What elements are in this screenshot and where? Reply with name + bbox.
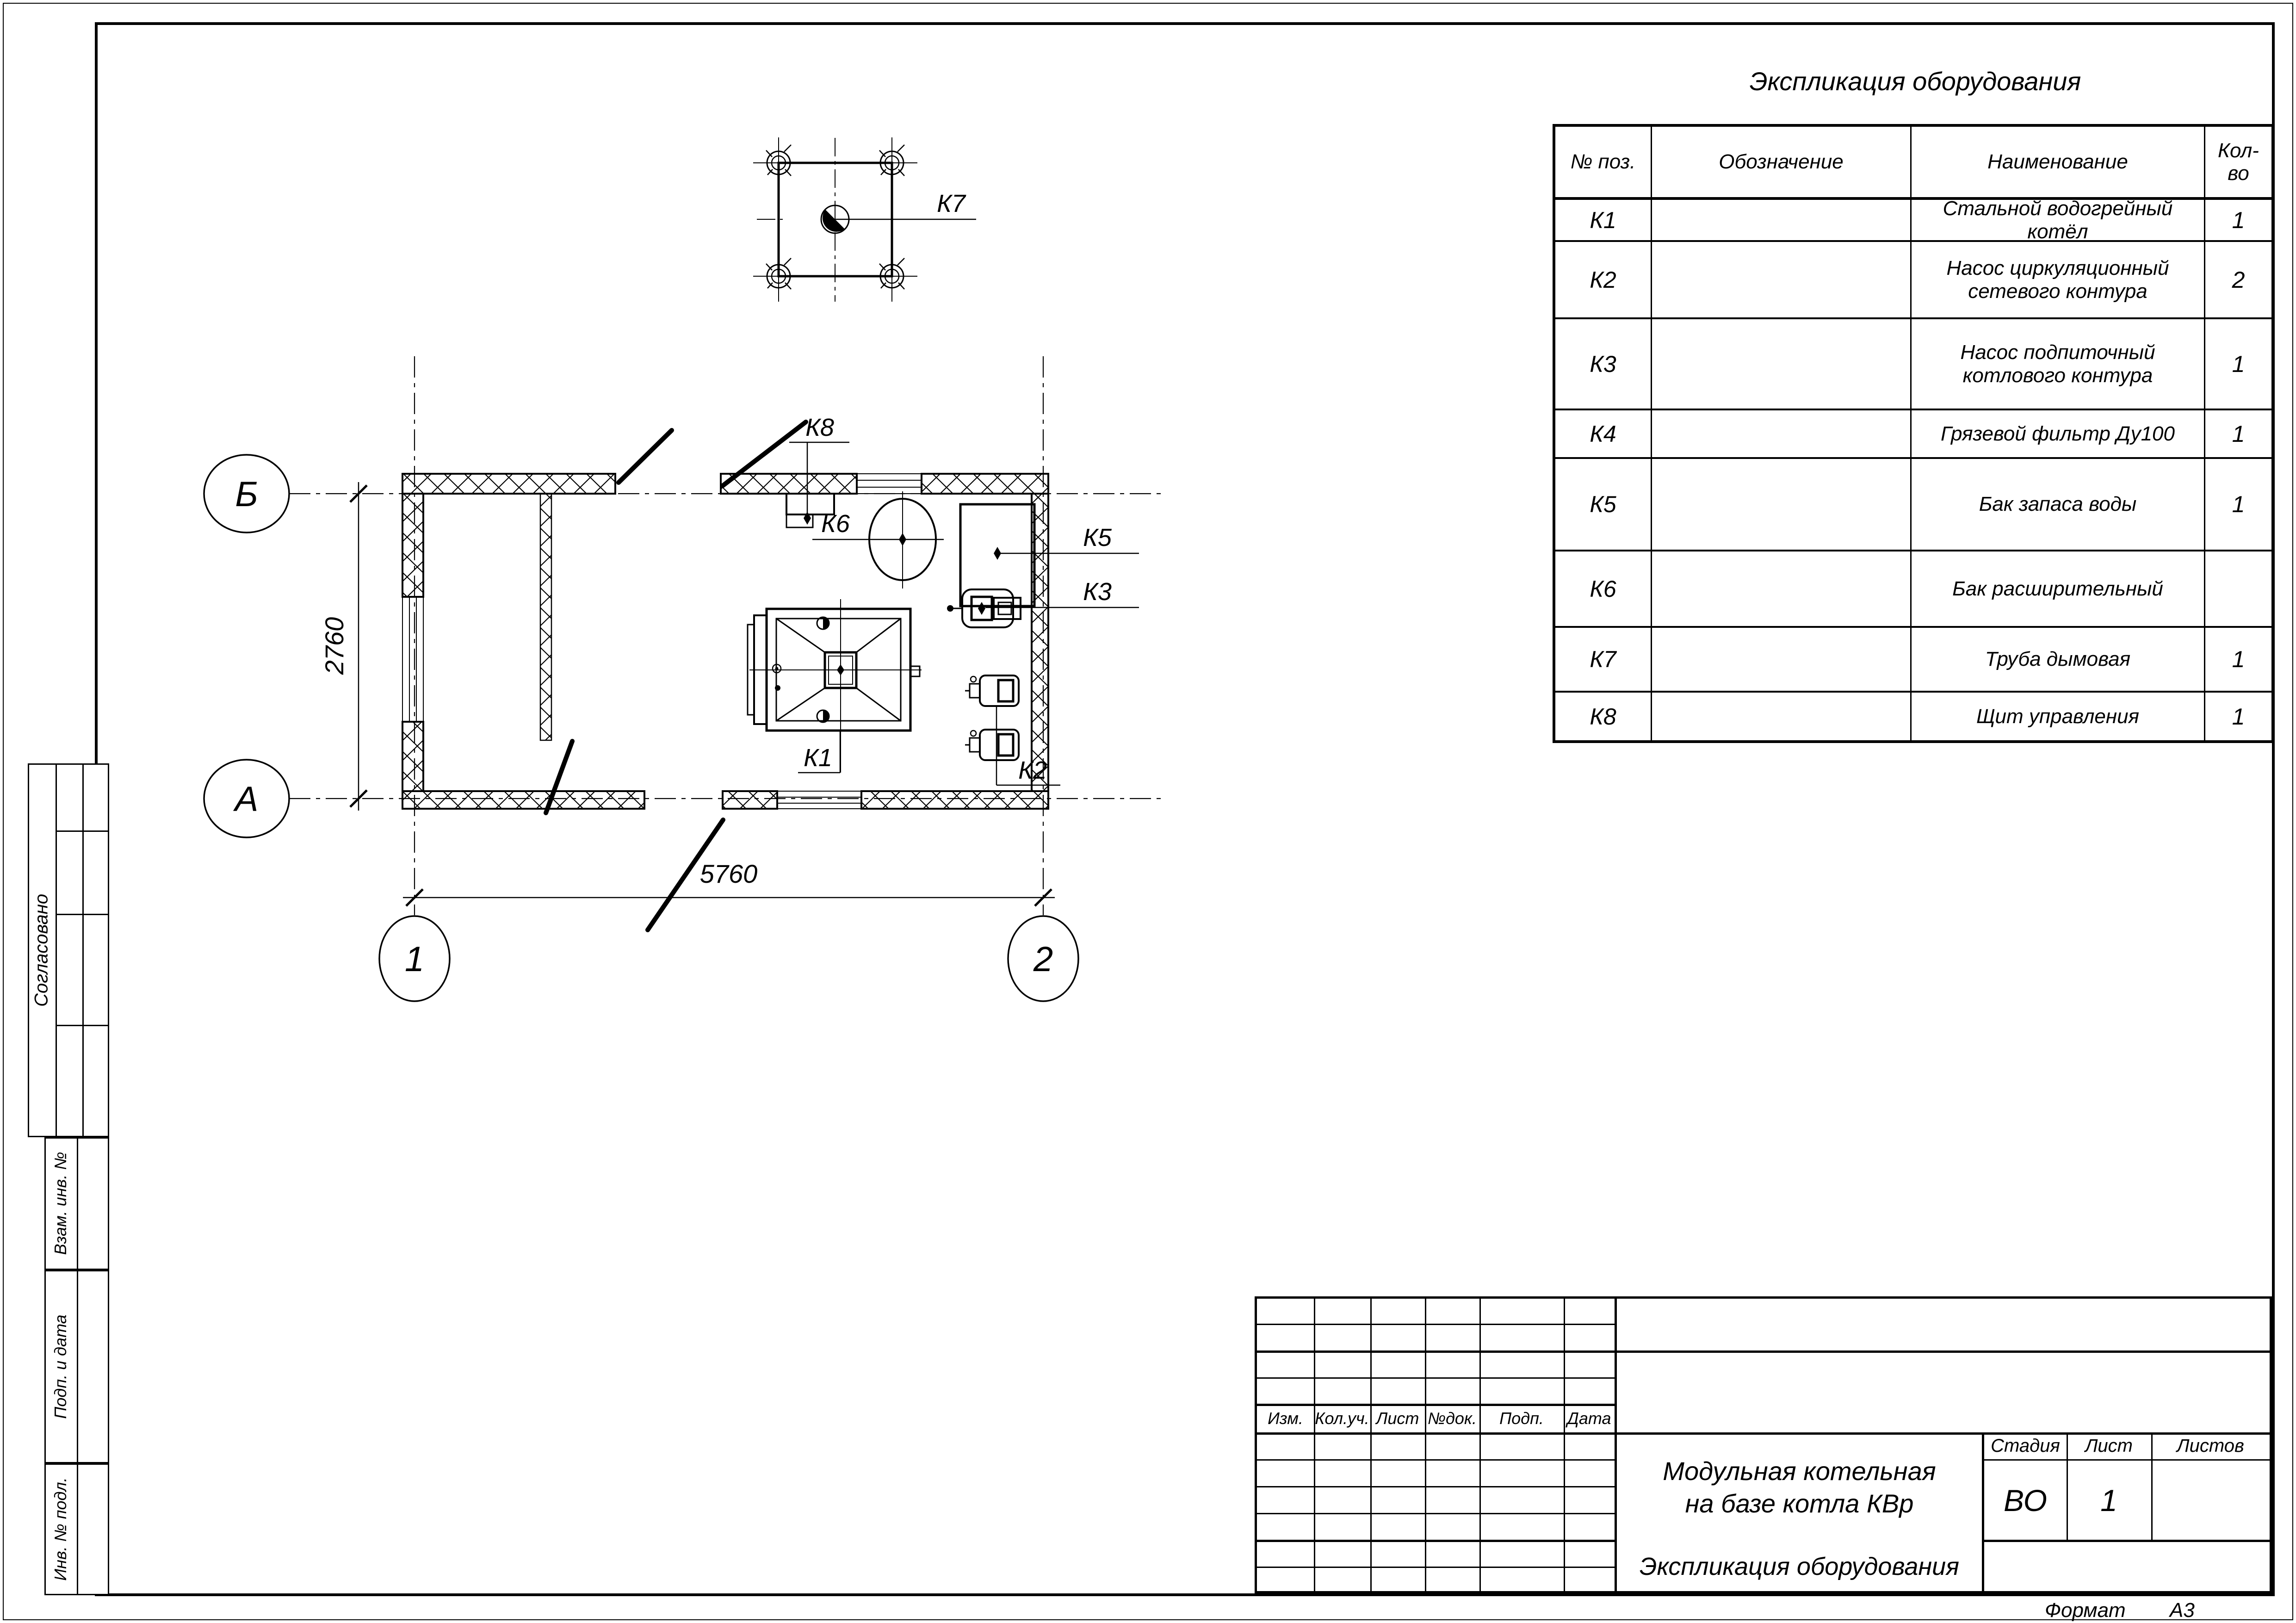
chimney-k7-detail xyxy=(753,137,976,302)
project-title-line1: Модульная котельная xyxy=(1663,1456,1936,1486)
table-cell-name: Щит управления xyxy=(1912,693,2205,740)
stamp-replace-inv-label: Взам. инв. № xyxy=(51,1152,70,1255)
axis-label-2: 2 xyxy=(1033,940,1053,979)
table-cell-qty xyxy=(2205,551,2271,628)
wall-bottom-2 xyxy=(723,791,777,809)
dimension-horizontal-value: 5760 xyxy=(699,859,758,888)
anchor-bolt-bl xyxy=(753,251,804,302)
axis-markers xyxy=(204,455,1078,1001)
table-cell-pos: К7 xyxy=(1555,628,1652,693)
format-value: А3 xyxy=(2170,1599,2195,1622)
walls xyxy=(402,474,1048,809)
table-cell-name: Грязевой фильтр Ду100 xyxy=(1912,410,2205,459)
water-tank-k5-symbol xyxy=(960,504,1034,606)
dimension-vertical xyxy=(350,482,367,811)
table-cell-pos: К4 xyxy=(1555,410,1652,459)
axis-label-1: 1 xyxy=(404,940,425,979)
tag-k3: К3 xyxy=(1083,578,1112,606)
anchor-bolt-br xyxy=(866,251,917,302)
table-cell-name: Бак расширительный xyxy=(1912,551,2205,628)
sheet-title: Экспликация оборудования xyxy=(1639,1553,1960,1580)
anchor-bolt-tl xyxy=(753,137,804,188)
table-cell-name: Труба дымовая xyxy=(1912,628,2205,693)
table-cell-name: Бак запаса воды xyxy=(1912,459,2205,551)
title-block xyxy=(1255,1296,2272,1593)
table-cell-qty: 1 xyxy=(2205,319,2271,410)
table-cell-name: Насос циркуляционный сетевого контура xyxy=(1912,242,2205,319)
equipment-table xyxy=(1553,124,2274,743)
wall-top-2 xyxy=(721,474,857,494)
pump-k3-symbol xyxy=(947,589,1021,627)
pump-k2-symbol-2 xyxy=(965,730,1019,760)
stamp-approved-label: Согласовано xyxy=(31,894,52,1007)
table-cell-designation xyxy=(1652,242,1912,319)
table-cell-pos: К2 xyxy=(1555,242,1652,319)
boiler-k1-symbol xyxy=(748,599,922,773)
stage-label: Стадия xyxy=(1991,1435,2060,1456)
axis-label-b: Б xyxy=(235,475,258,514)
table-cell-pos: К6 xyxy=(1555,551,1652,628)
project-title xyxy=(1617,1435,1982,1540)
tb-header-koluch: Кол.уч. xyxy=(1315,1409,1369,1428)
wall-left-2 xyxy=(402,722,423,791)
sheets-value xyxy=(2151,1461,2270,1540)
table-cell-designation xyxy=(1652,628,1912,693)
tag-k6: К6 xyxy=(821,510,850,538)
table-cell-designation xyxy=(1652,410,1912,459)
sheet-label: Лист xyxy=(2085,1435,2133,1456)
tag-k7: К7 xyxy=(937,190,965,217)
table-cell-designation xyxy=(1652,200,1912,242)
table-cell-designation xyxy=(1652,459,1912,551)
window-top xyxy=(857,474,922,494)
tag-k2: К2 xyxy=(1018,756,1047,784)
project-title-line2: на базе котла КВр xyxy=(1685,1488,1914,1518)
stage-value: ВО xyxy=(2004,1483,2047,1518)
tag-k8: К8 xyxy=(805,414,834,441)
tb-header-izm: Изм. xyxy=(1268,1409,1303,1428)
dimension-vertical-value: 2760 xyxy=(320,617,349,675)
tb-header-podp: Подп. xyxy=(1499,1409,1544,1428)
tag-k5: К5 xyxy=(1083,524,1112,551)
sheets-label: Листов xyxy=(2177,1435,2244,1456)
equipment-table-title: Экспликация оборудования xyxy=(1749,66,2081,96)
wall-top-3 xyxy=(922,474,1048,494)
anchor-bolt-tr xyxy=(866,137,917,188)
table-cell-pos: К1 xyxy=(1555,200,1652,242)
col-header-pos: № поз. xyxy=(1555,127,1652,200)
wall-top-1 xyxy=(402,474,615,494)
table-cell-qty: 2 xyxy=(2205,242,2271,319)
window-left xyxy=(402,597,423,722)
tb-header-data: Дата xyxy=(1567,1409,1611,1428)
stamp-sign-date-label: Подп. и дата xyxy=(51,1314,70,1419)
axis-label-a: А xyxy=(235,780,259,819)
table-cell-pos: К8 xyxy=(1555,693,1652,740)
door-leaf-top-left xyxy=(619,430,672,483)
table-cell-qty: 1 xyxy=(2205,410,2271,459)
col-header-designation: Обозначение xyxy=(1652,127,1912,200)
table-cell-qty: 1 xyxy=(2205,200,2271,242)
format-label: Формат xyxy=(2045,1599,2126,1622)
wall-bottom-3 xyxy=(861,791,1048,809)
wall-interior xyxy=(540,494,551,740)
table-cell-qty: 1 xyxy=(2205,459,2271,551)
pump-k2-symbol-1 xyxy=(965,675,1019,706)
sheet-value: 1 xyxy=(2100,1483,2117,1518)
table-cell-name: Насос подпиточный котлового контура xyxy=(1912,319,2205,410)
tb-header-list: Лист xyxy=(1376,1409,1419,1428)
point-marker-k1 xyxy=(837,664,844,675)
table-cell-designation xyxy=(1652,319,1912,410)
table-cell-name: Стальной водогрейный котёл xyxy=(1912,200,2205,242)
table-cell-designation xyxy=(1652,551,1912,628)
table-cell-designation xyxy=(1652,693,1912,740)
table-cell-pos: К5 xyxy=(1555,459,1652,551)
stamp-inv-orig-label: Инв. № подл. xyxy=(51,1477,70,1581)
wall-left-1 xyxy=(402,494,423,597)
wall-bottom-1 xyxy=(402,791,644,809)
table-cell-qty: 1 xyxy=(2232,703,2245,730)
col-header-qty: Кол-во xyxy=(2205,127,2271,200)
dimension-horizontal xyxy=(403,889,1055,906)
tag-k1: К1 xyxy=(804,744,832,772)
table-cell-qty: 1 xyxy=(2205,628,2271,693)
tb-header-ndok: №док. xyxy=(1428,1409,1477,1428)
table-cell-pos: К3 xyxy=(1555,319,1652,410)
window-bottom xyxy=(777,791,861,809)
col-header-name: Наименование xyxy=(1912,127,2205,200)
